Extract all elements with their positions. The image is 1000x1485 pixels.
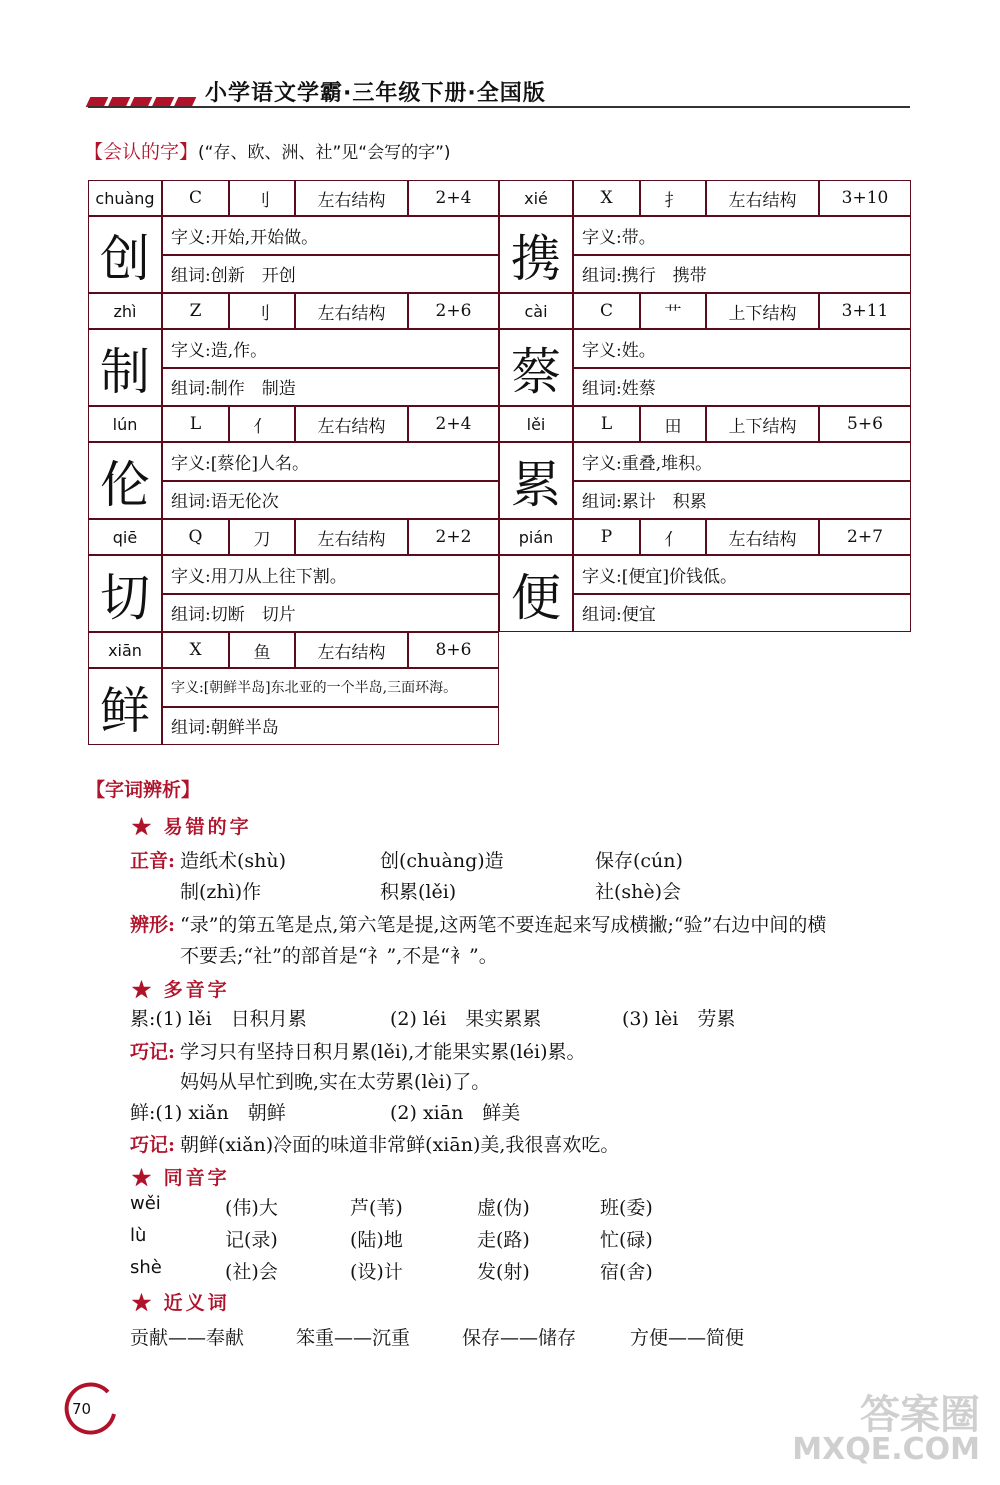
book-title: 小学语文学霸·三年级下册·全国版	[205, 81, 546, 106]
homophone-word: (设)计	[350, 1261, 403, 1283]
polyphone-item: (2) xiān 鲜美	[390, 1102, 521, 1124]
char-meaning: 字义:姓。	[573, 329, 911, 368]
char-letter-cell: L	[162, 406, 229, 442]
char-meaning: 字义:用刀从上往下割。	[162, 555, 499, 594]
char-letter-cell: L	[573, 406, 640, 442]
char-radical-cell: 刂	[229, 293, 295, 329]
homophone-word: (社)会	[225, 1261, 278, 1283]
char-structure-cell: 左右结构	[295, 293, 408, 329]
char-strokes-cell: 2+4	[408, 406, 499, 442]
char-strokes-cell: 3+11	[819, 293, 911, 329]
zhengyin-item: 创(chuàng)造	[380, 850, 504, 872]
char-glyph: 伦	[100, 455, 150, 514]
char-meaning: 字义:带。	[573, 216, 911, 255]
char-meaning: 字义:开始,开始做。	[162, 216, 499, 255]
char-structure-cell: 左右结构	[295, 406, 408, 442]
char-structure-cell: 上下结构	[706, 293, 819, 329]
char-pinyin-cell: zhì	[88, 293, 162, 329]
qiaoji-label: 巧记:	[130, 1134, 176, 1156]
char-glyph: 创	[100, 229, 150, 288]
char-words: 组词:语无伦次	[162, 481, 499, 520]
zhengyin-item: 制(zhì)作	[180, 881, 262, 903]
char-radical-cell: 艹	[640, 293, 706, 329]
synonym-item: 保存——储存	[462, 1327, 577, 1349]
polyphone-item: (3) lèi 劳累	[622, 1008, 736, 1030]
easy-wrong-title: ★ 易错的字	[132, 816, 252, 838]
char-letter-cell: X	[573, 180, 640, 216]
qiaoji-text: 学习只有坚持日积月累(lěi),才能果实累(léi)累。	[180, 1041, 586, 1063]
char-words: 组词:便宜	[573, 594, 911, 633]
polyphone-title: ★ 多音字	[132, 979, 230, 1001]
char-strokes-cell: 2+7	[819, 519, 911, 555]
char-letter-cell: Q	[162, 519, 229, 555]
char-radical-cell: 田	[640, 406, 706, 442]
char-glyph: 制	[100, 342, 150, 401]
char-strokes-cell: 3+10	[819, 180, 911, 216]
char-words: 组词:切断 切片	[162, 594, 499, 633]
polyphone-item: 累:(1) lěi 日积月累	[130, 1008, 307, 1030]
char-structure-cell: 左右结构	[706, 180, 819, 216]
homophone-word: 班(委)	[600, 1197, 653, 1219]
char-glyph: 蔡	[511, 342, 561, 401]
char-structure-cell: 左右结构	[295, 632, 408, 668]
zhengyin-item: 造纸术(shù)	[180, 850, 287, 872]
char-letter-cell: P	[573, 519, 640, 555]
page-number: 70	[72, 1400, 92, 1418]
homophone-word: 芦(苇)	[350, 1197, 403, 1219]
zhengyin-label: 正音:	[130, 850, 176, 872]
char-glyph: 携	[511, 229, 561, 288]
homophone-word: 走(路)	[477, 1229, 530, 1251]
char-meaning: 字义:[蔡伦]人名。	[162, 442, 499, 481]
char-pinyin-cell: pián	[499, 519, 573, 555]
char-letter-cell: C	[162, 180, 229, 216]
homophone-title: ★ 同音字	[132, 1167, 230, 1189]
polyphone-item: 鲜:(1) xiǎn 朝鲜	[130, 1102, 286, 1124]
recognize-note: (“存、欧、洲、社”见“会写的字”)	[198, 143, 451, 163]
homophone-pinyin: shè	[130, 1257, 162, 1278]
char-pinyin-cell: chuàng	[88, 180, 162, 216]
char-pinyin-cell: qiē	[88, 519, 162, 555]
homophone-word: 忙(碌)	[600, 1229, 653, 1251]
char-meaning: 字义:造,作。	[162, 329, 499, 368]
char-structure-cell: 上下结构	[706, 406, 819, 442]
char-letter-cell: Z	[162, 293, 229, 329]
bianxing-label: 辨形:	[130, 914, 176, 936]
char-glyph: 便	[511, 568, 561, 627]
char-strokes-cell: 2+4	[408, 180, 499, 216]
homophone-word: (陆)地	[350, 1229, 403, 1251]
synonym-item: 方便——简便	[630, 1327, 745, 1349]
char-radical-cell: 亻	[229, 406, 295, 442]
zhengyin-item: 保存(cún)	[595, 850, 683, 872]
watermark	[792, 1392, 980, 1467]
bianxing-text: “录”的第五笔是点,第六笔是提,这两笔不要连起来写成横撇;“验”右边中间的横	[180, 914, 827, 936]
char-radical-cell: 刀	[229, 519, 295, 555]
char-glyph: 鲜	[100, 681, 150, 740]
zhengyin-item: 社(shè)会	[595, 881, 682, 903]
char-words: 组词:制作 制造	[162, 368, 499, 407]
char-meaning: 字义:[朝鲜半岛]东北亚的一个半岛,三面环海。	[162, 668, 499, 707]
homophone-pinyin: lù	[130, 1225, 147, 1246]
polyphone-item: (2) léi 果实累累	[390, 1008, 542, 1030]
homophone-word: 记(录)	[225, 1229, 278, 1251]
char-pinyin-cell: lún	[88, 406, 162, 442]
char-meaning: 字义:重叠,堆积。	[573, 442, 911, 481]
char-words: 组词:累计 积累	[573, 481, 911, 520]
char-strokes-cell: 5+6	[819, 406, 911, 442]
qiaoji-label: 巧记:	[130, 1041, 176, 1063]
char-words: 组词:携行 携带	[573, 255, 911, 294]
char-strokes-cell: 2+2	[408, 519, 499, 555]
char-pinyin-cell: xiān	[88, 632, 162, 668]
char-letter-cell: X	[162, 632, 229, 668]
char-structure-cell: 左右结构	[295, 519, 408, 555]
char-words: 组词:创新 开创	[162, 255, 499, 294]
qiaoji-text: 妈妈从早忙到晚,实在太劳累(lèi)了。	[180, 1071, 491, 1093]
homophone-word: 发(射)	[477, 1261, 530, 1283]
synonym-title: ★ 近义词	[132, 1292, 230, 1314]
recognize-title: 【会认的字】	[84, 141, 199, 163]
char-letter-cell: C	[573, 293, 640, 329]
analysis-title: 【字词辨析】	[86, 779, 201, 801]
homophone-word: 宿(舍)	[600, 1261, 653, 1283]
char-meaning: 字义:[便宜]价钱低。	[573, 555, 911, 594]
char-words: 组词:姓蔡	[573, 368, 911, 407]
char-radical-cell: 扌	[640, 180, 706, 216]
qiaoji-text: 朝鲜(xiǎn)冷面的味道非常鲜(xiān)美,我很喜欢吃。	[180, 1134, 620, 1156]
char-radical-cell: 亻	[640, 519, 706, 555]
synonym-item: 笨重——沉重	[296, 1327, 411, 1349]
homophone-word: 虚(伪)	[477, 1197, 530, 1219]
bianxing-text: 不要丢;“社”的部首是“礻”,不是“衤”。	[180, 945, 498, 967]
homophone-pinyin: wěi	[130, 1193, 161, 1214]
char-radical-cell: 鱼	[229, 632, 295, 668]
char-pinyin-cell: xié	[499, 180, 573, 216]
homophone-word: (伟)大	[225, 1197, 278, 1219]
page-number-badge	[60, 1380, 110, 1430]
watermark-top: 答案圈	[860, 1392, 980, 1438]
synonym-item: 贡献——奉献	[130, 1327, 245, 1349]
char-words: 组词:朝鲜半岛	[162, 707, 499, 746]
char-strokes-cell: 8+6	[408, 632, 499, 668]
watermark-bottom: MXQE.COM	[792, 1432, 980, 1467]
char-structure-cell: 左右结构	[295, 180, 408, 216]
char-radical-cell: 刂	[229, 180, 295, 216]
char-pinyin-cell: lěi	[499, 406, 573, 442]
char-pinyin-cell: cài	[499, 293, 573, 329]
zhengyin-item: 积累(lěi)	[380, 881, 457, 903]
char-structure-cell: 左右结构	[706, 519, 819, 555]
char-glyph: 累	[511, 455, 561, 514]
char-strokes-cell: 2+6	[408, 293, 499, 329]
char-glyph: 切	[100, 568, 150, 627]
